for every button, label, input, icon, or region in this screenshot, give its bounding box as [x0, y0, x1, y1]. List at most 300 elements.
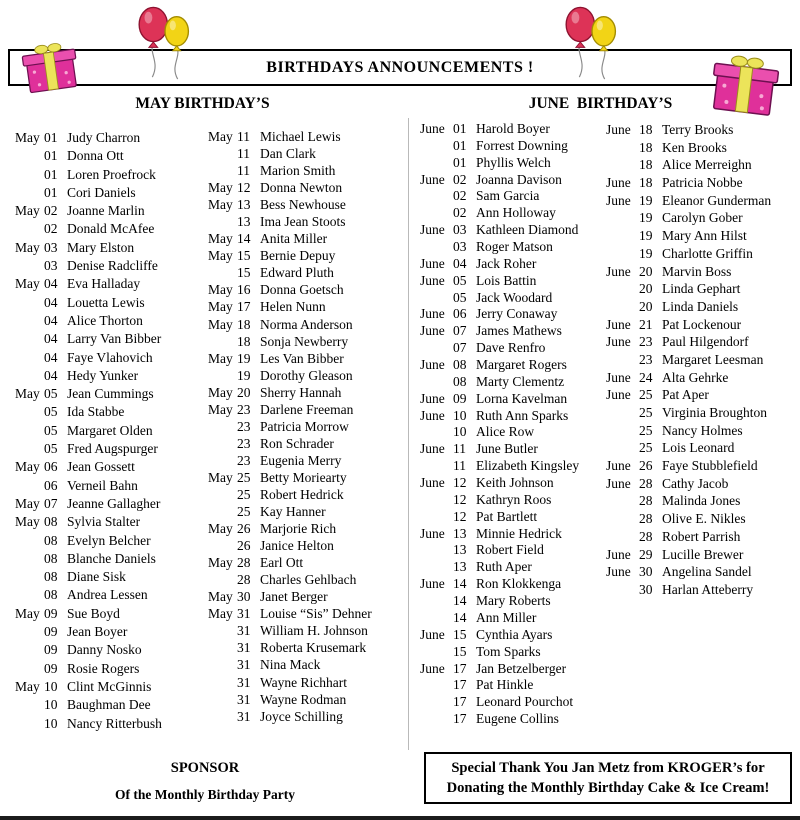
entry-day: 04 — [44, 294, 58, 310]
birthday-entry — [208, 334, 404, 351]
birthday-entry — [420, 458, 603, 475]
entry-month: June — [420, 272, 445, 288]
entry-month: June — [606, 369, 631, 385]
entry-day: 18 — [639, 139, 653, 155]
birthday-entry — [15, 679, 207, 697]
birthday-entry — [208, 538, 404, 555]
may-birthday-list-col1 — [15, 130, 207, 734]
entry-day: 10 — [44, 697, 58, 713]
entry-day: 04 — [44, 349, 58, 365]
entry-day: 05 — [44, 386, 58, 402]
entry-day: 08 — [453, 373, 467, 389]
entry-day: 04 — [44, 276, 58, 292]
entry-day: 07 — [453, 340, 467, 356]
birthday-entry — [606, 210, 796, 228]
entry-day: 25 — [237, 504, 251, 520]
entry-month: May — [15, 514, 40, 530]
birthday-entry — [420, 306, 603, 323]
birthday-entry — [420, 661, 603, 678]
birthday-entry — [208, 317, 404, 334]
birthday-entry — [208, 214, 404, 231]
entry-name: Ron Klokkenga — [476, 576, 562, 592]
birthday-entry — [15, 697, 207, 715]
entry-name: Leonard Pourchot — [476, 694, 574, 710]
entry-name: Jack Roher — [476, 255, 537, 271]
entry-month: June — [420, 121, 445, 136]
entry-name: Patricia Nobbe — [662, 175, 743, 191]
entry-name: Marty Clementz — [476, 373, 565, 389]
entry-name: Michael Lewis — [260, 129, 341, 144]
entry-name: Larry Van Bibber — [67, 331, 162, 347]
entry-day: 31 — [237, 640, 251, 656]
entry-day: 01 — [453, 121, 467, 136]
entry-name: Ima Jean Stoots — [260, 214, 346, 230]
page-title: BIRTHDAYS ANNOUNCEMENTS ! — [266, 58, 534, 76]
entry-day: 05 — [44, 404, 58, 420]
entry-day: 16 — [237, 282, 251, 298]
entry-day: 19 — [237, 367, 251, 383]
june-birthday-list-col1 — [420, 121, 603, 728]
entry-name: Norma Anderson — [260, 316, 353, 332]
birthday-entry — [15, 642, 207, 660]
birthday-entry — [420, 526, 603, 543]
entry-name: Joanne Marlin — [67, 203, 145, 219]
entry-name: Blanche Daniels — [67, 550, 156, 566]
entry-day: 17 — [453, 694, 467, 710]
birthday-entry — [15, 148, 207, 166]
birthday-entry — [208, 623, 404, 640]
entry-day: 19 — [237, 350, 251, 366]
birthday-entry — [208, 368, 404, 385]
entry-name: Alice Row — [476, 424, 535, 440]
entry-name: Sue Boyd — [67, 605, 120, 621]
entry-name: Wayne Richhart — [260, 674, 348, 690]
entry-day: 31 — [237, 623, 251, 639]
birthday-entry — [15, 569, 207, 587]
entry-name: Carolyn Gober — [662, 210, 743, 226]
thank-you-line1: Special Thank You Jan Metz from KROGER’s for — [451, 760, 765, 776]
birthday-entry — [420, 542, 603, 559]
entry-month: June — [606, 334, 631, 350]
entry-name: Jan Betzelberger — [476, 660, 567, 676]
birthday-entry — [420, 694, 603, 711]
entry-name: Roberta Krusemark — [260, 640, 367, 656]
entry-name: Andrea Lessen — [67, 587, 148, 603]
entry-day: 06 — [44, 477, 58, 493]
entry-name: Darlene Freeman — [260, 401, 354, 417]
birthday-entry — [420, 610, 603, 627]
entry-day: 19 — [639, 210, 653, 226]
entry-name: Louetta Lewis — [67, 294, 145, 310]
entry-name: Margaret Leesman — [662, 351, 764, 367]
birthday-entry — [208, 163, 404, 180]
entry-day: 05 — [44, 441, 58, 457]
entry-name: Hedy Yunker — [67, 367, 139, 383]
birthday-entry — [606, 157, 796, 175]
entry-month: May — [208, 316, 233, 332]
entry-day: 23 — [237, 435, 251, 451]
birthday-entry — [15, 459, 207, 477]
entry-month: June — [420, 222, 445, 238]
entry-day: 19 — [639, 245, 653, 261]
entry-name: Kathleen Diamond — [476, 222, 579, 238]
entry-day: 25 — [639, 405, 653, 420]
entry-day: 30 — [639, 581, 653, 597]
entry-day: 09 — [453, 390, 467, 406]
birthday-entry — [15, 478, 207, 496]
entry-name: Alice Thorton — [67, 312, 143, 328]
birthday-entry — [15, 203, 207, 221]
birthday-entry — [15, 221, 207, 239]
entry-name: Cathy Jacob — [662, 475, 729, 491]
entry-name: Janet Berger — [260, 589, 328, 605]
birthday-entry — [15, 496, 207, 514]
entry-day: 08 — [44, 569, 58, 585]
entry-day: 30 — [237, 589, 251, 605]
birthday-entry — [15, 606, 207, 624]
entry-name: Anita Miller — [260, 231, 328, 247]
birthday-entry — [420, 576, 603, 593]
birthday-entry — [208, 657, 404, 674]
entry-day: 11 — [237, 146, 250, 162]
entry-month: May — [208, 589, 233, 605]
birthday-entry — [208, 436, 404, 453]
entry-name: Donna Newton — [260, 180, 343, 196]
birthday-entry — [208, 487, 404, 504]
entry-name: Eugene Collins — [476, 711, 559, 727]
entry-month: May — [208, 401, 233, 417]
entry-name: Jack Woodard — [476, 289, 553, 305]
sponsor-subtitle: Of the Monthly Birthday Party — [115, 787, 295, 802]
entry-month: May — [208, 521, 233, 537]
entry-name: Sam Garcia — [476, 188, 540, 204]
entry-day: 11 — [237, 163, 250, 179]
entry-month: May — [208, 299, 233, 315]
entry-day: 17 — [237, 299, 251, 315]
entry-month: June — [420, 407, 445, 423]
entry-day: 03 — [44, 258, 58, 274]
entry-day: 08 — [453, 357, 467, 373]
june-birthday-list-col2 — [606, 122, 796, 600]
entry-day: 03 — [453, 222, 467, 238]
entry-name: Joyce Schilling — [260, 708, 343, 724]
sponsor-block — [55, 760, 355, 803]
entry-day: 13 — [453, 525, 467, 541]
entry-month: May — [208, 231, 233, 247]
birthday-entry — [15, 404, 207, 422]
birthday-entry — [420, 273, 603, 290]
birthday-entry — [606, 175, 796, 193]
entry-month: May — [15, 203, 40, 219]
entry-name: Paul Hilgendorf — [662, 334, 749, 350]
entry-name: Jerry Conaway — [476, 306, 558, 322]
entry-month: May — [15, 276, 40, 292]
entry-month: June — [606, 263, 631, 279]
entry-day: 05 — [453, 272, 467, 288]
entry-name: Faye Vlahovich — [67, 349, 153, 365]
entry-name: Wayne Rodman — [260, 691, 347, 707]
entry-day: 09 — [44, 624, 58, 640]
entry-day: 01 — [453, 154, 467, 170]
entry-name: Lois Battin — [476, 272, 537, 288]
entry-month: June — [420, 660, 445, 676]
entry-day: 02 — [453, 188, 467, 204]
entry-name: Rosie Rogers — [67, 660, 140, 676]
entry-day: 04 — [44, 331, 58, 347]
birthday-entry — [208, 504, 404, 521]
birthday-entry — [606, 193, 796, 211]
entry-day: 23 — [639, 351, 653, 367]
entry-day: 14 — [453, 609, 467, 625]
birthday-entry — [208, 470, 404, 487]
entry-name: Cori Daniels — [67, 184, 136, 200]
entry-name: Nina Mack — [260, 657, 321, 673]
entry-day: 13 — [237, 214, 251, 230]
birthday-entry — [420, 391, 603, 408]
entry-name: Dorothy Gleason — [260, 367, 353, 383]
entry-name: Patricia Morrow — [260, 418, 349, 434]
entry-day: 13 — [453, 542, 467, 558]
entry-day: 18 — [639, 157, 653, 173]
entry-day: 08 — [44, 532, 58, 548]
entry-name: Olive E. Nikles — [662, 511, 746, 527]
entry-name: Helen Nunn — [260, 299, 326, 315]
section-divider — [408, 118, 409, 750]
entry-day: 12 — [453, 508, 467, 524]
entry-day: 12 — [237, 180, 251, 196]
birthday-entry — [15, 587, 207, 605]
birthday-entry — [208, 248, 404, 265]
entry-month: June — [606, 458, 631, 474]
entry-name: Charlotte Griffin — [662, 245, 753, 261]
entry-day: 29 — [639, 546, 653, 562]
entry-month: May — [15, 239, 40, 255]
birthday-entry — [420, 256, 603, 273]
entry-name: Eugenia Merry — [260, 452, 342, 468]
entry-day: 25 — [639, 440, 653, 456]
birthday-entry — [208, 453, 404, 470]
birthday-entry — [420, 441, 603, 458]
entry-name: Lois Leonard — [662, 440, 735, 456]
entry-day: 28 — [639, 528, 653, 544]
entry-month: June — [606, 475, 631, 491]
entry-day: 18 — [639, 175, 653, 191]
entry-name: Jeanne Gallagher — [67, 495, 161, 511]
entry-name: Tom Sparks — [476, 643, 541, 659]
birthday-entry — [208, 231, 404, 248]
entry-name: Joanna Davison — [476, 171, 562, 187]
birthday-entry — [208, 197, 404, 214]
entry-month: June — [420, 626, 445, 642]
entry-day: 01 — [44, 184, 58, 200]
birthday-entry — [606, 493, 796, 511]
entry-day: 08 — [44, 550, 58, 566]
entry-name: Donna Goetsch — [260, 282, 344, 298]
entry-day: 31 — [237, 657, 251, 673]
birthday-entry — [15, 514, 207, 532]
june-section-header: JUNE BIRTHDAY’S — [528, 95, 673, 112]
entry-name: Fred Augspurger — [67, 441, 158, 457]
entry-name: Bess Newhouse — [260, 197, 346, 213]
birthday-entry — [15, 240, 207, 258]
entry-day: 01 — [453, 137, 467, 153]
birthday-entry — [606, 547, 796, 565]
birthday-entry — [15, 130, 207, 148]
entry-name: Linda Gephart — [662, 281, 741, 297]
entry-month: May — [15, 495, 40, 511]
entry-name: Dave Renfro — [476, 340, 546, 356]
entry-month: June — [606, 387, 631, 403]
entry-name: Betty Moriearty — [260, 469, 347, 485]
birthday-entry — [208, 692, 404, 709]
birthday-entry — [420, 424, 603, 441]
entry-name: Nancy Holmes — [662, 422, 743, 438]
entry-name: Roger Matson — [476, 239, 553, 255]
entry-name: Eleanor Gunderman — [662, 192, 772, 208]
entry-day: 25 — [639, 387, 653, 403]
entry-name: Sonja Newberry — [260, 333, 349, 349]
birthday-entry — [606, 387, 796, 405]
entry-name: Eva Halladay — [67, 276, 141, 292]
birthday-entry — [606, 317, 796, 335]
birthday-entry — [208, 385, 404, 402]
entry-name: Margaret Olden — [67, 422, 153, 438]
entry-name: Ann Miller — [476, 609, 537, 625]
entry-name: Ken Brooks — [662, 139, 727, 155]
entry-month: June — [606, 546, 631, 562]
entry-month: June — [420, 171, 445, 187]
birthday-entry — [420, 155, 603, 172]
entry-day: 01 — [44, 148, 58, 164]
birthday-entry — [606, 423, 796, 441]
birthday-entry — [606, 440, 796, 458]
entry-name: Lucille Brewer — [662, 546, 744, 562]
entry-day: 07 — [453, 323, 467, 339]
entry-day: 06 — [453, 306, 467, 322]
entry-name: Marjorie Rich — [260, 521, 337, 537]
birthday-entry — [15, 661, 207, 679]
balloons-icon — [126, 3, 204, 81]
entry-month: June — [420, 255, 445, 271]
entry-name: Les Van Bibber — [260, 350, 344, 366]
entry-day: 30 — [639, 564, 653, 580]
entry-name: Louise “Sis” Dehner — [260, 606, 372, 622]
entry-day: 31 — [237, 674, 251, 690]
birthday-entry — [420, 188, 603, 205]
entry-day: 05 — [453, 289, 467, 305]
entry-name: Diane Sisk — [67, 569, 126, 585]
entry-name: Linda Daniels — [662, 298, 739, 314]
birthday-entry — [420, 205, 603, 222]
entry-day: 26 — [237, 521, 251, 537]
entry-day: 05 — [44, 422, 58, 438]
birthday-entry — [606, 529, 796, 547]
birthday-entry — [208, 640, 404, 657]
entry-day: 24 — [639, 369, 653, 385]
entry-month: May — [15, 386, 40, 402]
entry-name: Virginia Broughton — [662, 405, 768, 420]
entry-day: 17 — [453, 660, 467, 676]
birthday-entry — [15, 551, 207, 569]
entry-name: Forrest Downing — [476, 137, 568, 153]
entry-name: Lorna Kavelman — [476, 390, 568, 406]
entry-day: 14 — [237, 231, 251, 247]
entry-day: 13 — [453, 559, 467, 575]
birthday-entry — [15, 386, 207, 404]
entry-day: 31 — [237, 606, 251, 622]
entry-day: 11 — [453, 458, 466, 474]
birthday-entry — [606, 405, 796, 423]
entry-name: Clint McGinnis — [67, 678, 152, 694]
birthday-entry — [606, 246, 796, 264]
birthday-entry — [15, 313, 207, 331]
entry-name: Alice Merreighn — [662, 157, 752, 173]
entry-name: June Butler — [476, 441, 538, 457]
entry-day: 12 — [453, 491, 467, 507]
entry-day: 02 — [44, 203, 58, 219]
entry-day: 26 — [639, 458, 653, 474]
entry-name: Ruth Ann Sparks — [476, 407, 569, 423]
birthday-entry — [606, 299, 796, 317]
birthday-entry — [420, 492, 603, 509]
entry-name: Terry Brooks — [662, 122, 734, 137]
birthday-entry — [208, 351, 404, 368]
entry-day: 09 — [44, 605, 58, 621]
entry-name: Jean Cummings — [67, 386, 154, 402]
entry-name: Jean Boyer — [67, 624, 128, 640]
entry-month: June — [420, 525, 445, 541]
entry-name: Mary Roberts — [476, 593, 551, 609]
thank-you-box — [424, 752, 792, 804]
entry-name: Faye Stubblefield — [662, 458, 758, 474]
birthday-entry — [606, 370, 796, 388]
entry-month: June — [606, 122, 631, 137]
birthday-entry — [15, 331, 207, 349]
entry-month: May — [208, 555, 233, 571]
birthday-entry — [420, 559, 603, 576]
birthday-entry — [208, 129, 404, 146]
birthday-entry — [420, 222, 603, 239]
entry-day: 28 — [639, 493, 653, 509]
entry-name: Verneil Bahn — [67, 477, 138, 493]
birthday-entry — [420, 239, 603, 256]
entry-name: Jean Gossett — [67, 459, 135, 475]
entry-day: 21 — [639, 316, 653, 332]
entry-month: June — [420, 306, 445, 322]
birthday-entry — [606, 476, 796, 494]
entry-name: Baughman Dee — [67, 697, 151, 713]
entry-day: 15 — [237, 265, 251, 281]
entry-name: Pat Bartlett — [476, 508, 538, 524]
entry-month: May — [208, 606, 233, 622]
entry-day: 28 — [639, 475, 653, 491]
entry-month: May — [208, 350, 233, 366]
entry-name: Robert Hedrick — [260, 486, 344, 502]
entry-name: Ruth Aper — [476, 559, 532, 575]
birthday-entry — [606, 458, 796, 476]
entry-day: 19 — [639, 192, 653, 208]
entry-name: Bernie Depuy — [260, 248, 336, 264]
birthday-entry — [420, 627, 603, 644]
entry-month: May — [208, 180, 233, 196]
birthday-entry — [420, 408, 603, 425]
entry-name: Margaret Rogers — [476, 357, 567, 373]
entry-day: 09 — [44, 642, 58, 658]
entry-day: 02 — [453, 205, 467, 221]
birthday-entry — [15, 276, 207, 294]
birthday-entry — [15, 716, 207, 734]
entry-name: Ron Schrader — [260, 435, 334, 451]
